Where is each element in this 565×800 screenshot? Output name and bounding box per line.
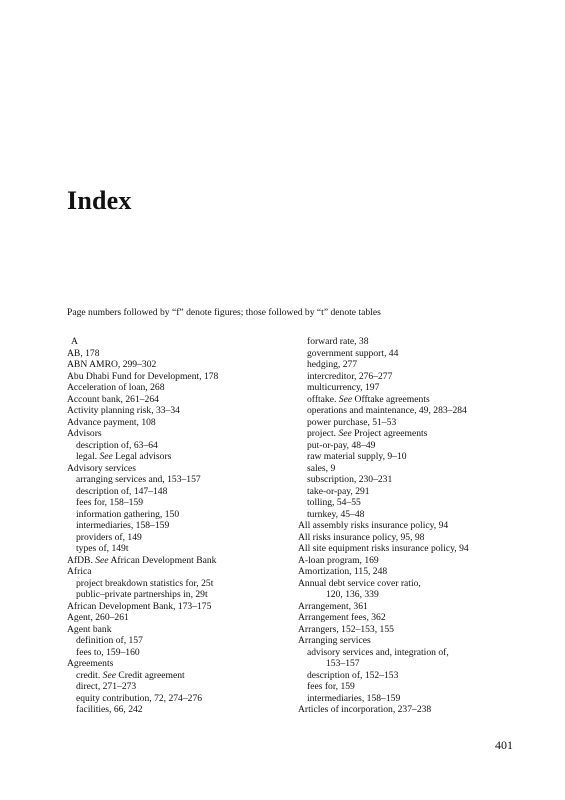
index-subentry bbox=[67, 509, 218, 521]
entry-text: A-loan program, 169 bbox=[298, 554, 379, 566]
index-subentry bbox=[298, 405, 469, 417]
entry-text: sales, 9 bbox=[307, 462, 336, 474]
index-entry bbox=[298, 624, 469, 636]
index-entry bbox=[298, 532, 469, 544]
index-subentry bbox=[67, 704, 218, 716]
see-reference-target: Credit agreement bbox=[115, 669, 185, 681]
see-reference-target: Project agreements bbox=[351, 428, 428, 439]
entry-text: put-or-pay, 48–49 bbox=[307, 439, 376, 451]
index-entry bbox=[67, 555, 218, 567]
page-number: 401 bbox=[495, 738, 513, 752]
see-reference-target: African Development Bank bbox=[108, 554, 217, 566]
index-entry bbox=[67, 624, 218, 636]
entry-text: Articles of incorporation, 237–238 bbox=[298, 704, 432, 715]
see-reference-target: Legal advisors bbox=[112, 451, 172, 462]
entry-text: government support, 44 bbox=[307, 347, 399, 359]
entry-text: project breakdown statistics for, 25t bbox=[76, 577, 214, 589]
entry-text: public–private partnerships in, 29t bbox=[76, 589, 208, 600]
entry-text: take-or-pay, 291 bbox=[307, 485, 370, 497]
index-subentry bbox=[67, 635, 218, 647]
entry-text: turnkey, 45–48 bbox=[307, 508, 365, 520]
index-entry bbox=[298, 612, 469, 624]
index-entry bbox=[67, 348, 218, 360]
index-subentry bbox=[298, 359, 469, 371]
index-column-left bbox=[67, 336, 218, 716]
index-entry bbox=[298, 566, 469, 578]
entry-text: intercreditor, 276–277 bbox=[307, 370, 393, 382]
entry-text: Agreements bbox=[67, 658, 114, 669]
index-subentry bbox=[67, 693, 218, 705]
index-entry bbox=[67, 428, 218, 440]
entry-text: project. bbox=[307, 428, 339, 439]
index-subentry bbox=[298, 371, 469, 383]
entry-text: 120, 136, 339 bbox=[326, 589, 379, 600]
index-entry bbox=[298, 520, 469, 532]
entry-text: AfDB. bbox=[67, 554, 96, 566]
entry-text: fees for, 159 bbox=[307, 681, 355, 692]
entry-text: A bbox=[71, 336, 78, 347]
index-subentry bbox=[298, 693, 469, 705]
see-reference-label: See bbox=[102, 669, 116, 681]
index-note: Page numbers followed by “f” denote figures; those followed by “t” denote tables bbox=[67, 307, 381, 318]
entry-text: intermediaries, 158–159 bbox=[76, 520, 170, 531]
index-subentry bbox=[67, 543, 218, 555]
index-subentry bbox=[67, 681, 218, 693]
entry-text: description of, 63–64 bbox=[76, 439, 158, 451]
entry-text: intermediaries, 158–159 bbox=[307, 692, 401, 704]
index-subentry bbox=[298, 451, 469, 463]
entry-text: Arrangement fees, 362 bbox=[298, 612, 386, 623]
entry-text: Amortization, 115, 248 bbox=[298, 566, 388, 577]
entry-text: legal. bbox=[76, 451, 100, 462]
index-subentry bbox=[298, 589, 469, 601]
entry-text: ABN AMRO, 299–302 bbox=[67, 359, 157, 370]
index-subentry bbox=[67, 532, 218, 544]
index-subentry bbox=[67, 451, 218, 463]
entry-text: multicurrency, 197 bbox=[307, 382, 380, 393]
entry-text: tolling, 54–55 bbox=[307, 497, 361, 508]
index-entry bbox=[67, 566, 218, 578]
entry-text: information gathering, 150 bbox=[76, 508, 180, 520]
index-entry bbox=[298, 555, 469, 567]
index-subentry bbox=[67, 474, 218, 486]
entry-text: Arrangement, 361 bbox=[298, 600, 368, 612]
index-subentry bbox=[298, 670, 469, 682]
index-entry bbox=[67, 658, 218, 670]
index-entry bbox=[298, 601, 469, 613]
entry-text: description of, 152–153 bbox=[307, 669, 399, 681]
entry-text: description of, 147–148 bbox=[76, 485, 168, 497]
index-entry bbox=[67, 601, 218, 613]
index-subentry bbox=[298, 486, 469, 498]
index-entry bbox=[67, 359, 218, 371]
entry-text: definition of, 157 bbox=[76, 635, 143, 646]
index-subentry bbox=[67, 670, 218, 682]
entry-text: African Development Bank, 173–175 bbox=[67, 600, 212, 612]
index-subentry bbox=[298, 382, 469, 394]
entry-text: fees for, 158–159 bbox=[76, 497, 144, 508]
entry-text: offtake. bbox=[307, 393, 339, 405]
index-subentry bbox=[298, 509, 469, 521]
entry-text: All site equipment risks insurance policy, 94 bbox=[298, 543, 469, 554]
see-reference-label: See bbox=[338, 428, 352, 439]
entry-text: operations and maintenance, 49, 283–284 bbox=[307, 405, 467, 416]
index-column-right bbox=[298, 336, 469, 716]
index-heading: Index bbox=[67, 186, 132, 215]
see-reference-label: See bbox=[95, 554, 109, 566]
entry-text: arranging services and, 153–157 bbox=[76, 474, 201, 485]
index-subentry bbox=[298, 658, 469, 670]
index-entry bbox=[67, 382, 218, 394]
entry-text: Acceleration of loan, 268 bbox=[67, 382, 165, 393]
index-entry bbox=[67, 417, 218, 429]
entry-text: raw material supply, 9–10 bbox=[307, 451, 407, 462]
entry-text: 153–157 bbox=[326, 658, 360, 669]
see-reference-target: Offtake agreements bbox=[352, 393, 430, 405]
index-subentry bbox=[298, 463, 469, 475]
see-reference-label: See bbox=[99, 451, 113, 462]
entry-text: Arranging services bbox=[298, 635, 371, 646]
index-subentry bbox=[298, 440, 469, 452]
entry-text: advisory services and, integration of, bbox=[307, 646, 449, 658]
entry-text: types of, 149t bbox=[76, 543, 129, 554]
index-entry bbox=[67, 394, 218, 406]
entry-text: credit. bbox=[76, 669, 103, 681]
index-subentry bbox=[67, 440, 218, 452]
index-entry bbox=[298, 635, 469, 647]
entry-text: Advance payment, 108 bbox=[67, 416, 156, 428]
index-subentry bbox=[298, 428, 469, 440]
entry-text: fees to, 159–160 bbox=[76, 646, 140, 658]
index-subentry bbox=[298, 647, 469, 659]
entry-text: subscription, 230–231 bbox=[307, 474, 393, 485]
entry-text: Account bank, 261–264 bbox=[67, 393, 159, 405]
entry-text: Abu Dhabi Fund for Development, 178 bbox=[67, 370, 219, 382]
entry-text: Activity planning risk, 33–34 bbox=[67, 405, 180, 416]
entry-text: power purchase, 51–53 bbox=[307, 416, 397, 428]
index-entry bbox=[67, 371, 218, 383]
see-reference-label: See bbox=[338, 393, 353, 405]
entry-text: Arrangers, 152–153, 155 bbox=[298, 623, 394, 635]
index-subentry bbox=[298, 417, 469, 429]
entry-text: All risks insurance policy, 95, 98 bbox=[298, 531, 425, 543]
entry-text: Advisory services bbox=[67, 462, 137, 474]
index-subentry bbox=[298, 348, 469, 360]
entry-text: direct, 271–273 bbox=[76, 681, 137, 692]
index-entry bbox=[298, 578, 469, 590]
entry-text: AB, 178 bbox=[67, 347, 100, 359]
index-subentry bbox=[67, 589, 218, 601]
index-entry bbox=[67, 463, 218, 475]
index-subentry bbox=[67, 647, 218, 659]
index-entry bbox=[67, 405, 218, 417]
entry-text: facilities, 66, 242 bbox=[76, 704, 143, 715]
entry-text: providers of, 149 bbox=[76, 531, 142, 543]
index-subentry bbox=[298, 681, 469, 693]
entry-text: Agent, 260–261 bbox=[67, 612, 129, 623]
index-subentry bbox=[67, 520, 218, 532]
index-subentry bbox=[298, 336, 469, 348]
index-entry bbox=[67, 612, 218, 624]
index-subentry bbox=[67, 497, 218, 509]
index-subentry bbox=[67, 486, 218, 498]
entry-text: Agent bank bbox=[67, 623, 112, 635]
entry-text: Advisors bbox=[67, 428, 102, 439]
entry-text: hedging, 277 bbox=[307, 359, 358, 370]
index-entry bbox=[298, 543, 469, 555]
index-subentry bbox=[298, 394, 469, 406]
index-entry bbox=[298, 704, 469, 716]
index-letter-heading bbox=[67, 336, 218, 348]
entry-text: equity contribution, 72, 274–276 bbox=[76, 692, 203, 704]
entry-text: forward rate, 38 bbox=[307, 336, 369, 347]
index-subentry bbox=[298, 497, 469, 509]
entry-text: Africa bbox=[67, 566, 92, 577]
index-subentry bbox=[67, 578, 218, 590]
entry-text: All assembly risks insurance policy, 94 bbox=[298, 520, 449, 531]
entry-text: Annual debt service cover ratio, bbox=[298, 577, 421, 589]
index-subentry bbox=[298, 474, 469, 486]
